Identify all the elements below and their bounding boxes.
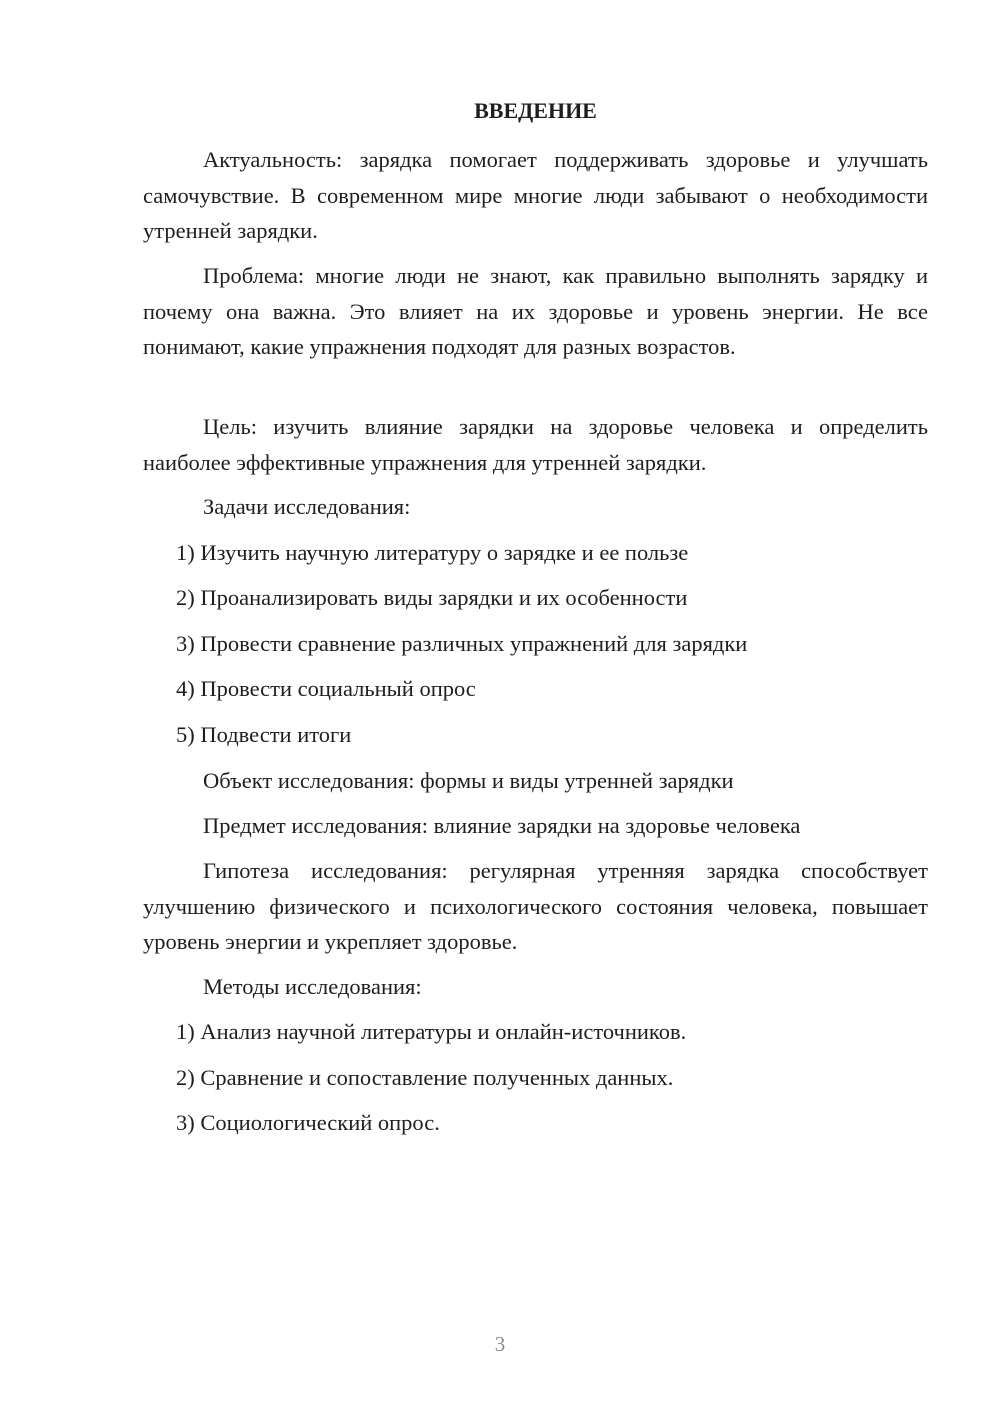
intro-body <box>143 142 928 249</box>
task-item-1-block <box>143 535 928 571</box>
page-number: 3 <box>494 1332 506 1356</box>
methods-title-block <box>143 969 928 1005</box>
method-item: 3) Социологический опрос. <box>176 1110 440 1135</box>
task-item-4-block <box>143 671 928 707</box>
method-item-2-block <box>143 1060 928 1096</box>
research-subject: Предмет исследования: влияние зарядки на здоровье человека <box>203 813 801 838</box>
goal-block <box>143 409 928 480</box>
section-heading: ВВЕДЕНИЕ <box>474 98 597 123</box>
tasks-title: Задачи исследования: <box>203 494 411 519</box>
method-item-1-block <box>143 1014 928 1050</box>
tasks-title-block <box>143 489 928 525</box>
method-item: 2) Сравнение и сопоставление полученных данных. <box>176 1065 674 1090</box>
relevance-paragraph: Актуальность: зарядка помогает поддерживать здоровье и улучшать самочувствие. В современном мире многие люди забывают о необходимости утренней зарядки. <box>143 147 928 243</box>
task-item-2-block <box>143 580 928 616</box>
research-object: Объект исследования: формы и виды утренней зарядки <box>203 768 734 793</box>
problem-block <box>143 258 928 365</box>
task-item-5-block <box>143 717 928 753</box>
methods-title: Методы исследования: <box>203 974 422 999</box>
hypothesis-block <box>143 853 928 960</box>
task-item-3-block <box>143 626 928 662</box>
task-item: 5) Подвести итоги <box>176 722 352 747</box>
problem-paragraph: Проблема: многие люди не знают, как правильно выполнять зарядку и почему она важна. Это влияет на их здоровье и уровень энергии. Не все понимают, какие упражнения подходят для разных возрастов. <box>143 263 928 359</box>
task-item: 3) Провести сравнение различных упражнений для зарядки <box>176 631 748 656</box>
task-item: 1) Изучить научную литературу о зарядке и ее пользе <box>176 540 689 565</box>
method-item-3-block <box>143 1105 928 1141</box>
task-item: 4) Провести социальный опрос <box>176 676 476 701</box>
hypothesis-paragraph: Гипотеза исследования: регулярная утренняя зарядка способствует улучшению физического и психологического состояния человека, повышает уровень энергии и укрепляет здоровье. <box>143 858 928 954</box>
method-item: 1) Анализ научной литературы и онлайн-источников. <box>176 1019 687 1044</box>
goal-paragraph: Цель: изучить влияние зарядки на здоровье человека и определить наиболее эффективные упражнения для утренней зарядки. <box>143 414 928 475</box>
task-item: 2) Проанализировать виды зарядки и их особенности <box>176 585 688 610</box>
object-block <box>143 763 928 799</box>
subject-block <box>143 808 928 844</box>
